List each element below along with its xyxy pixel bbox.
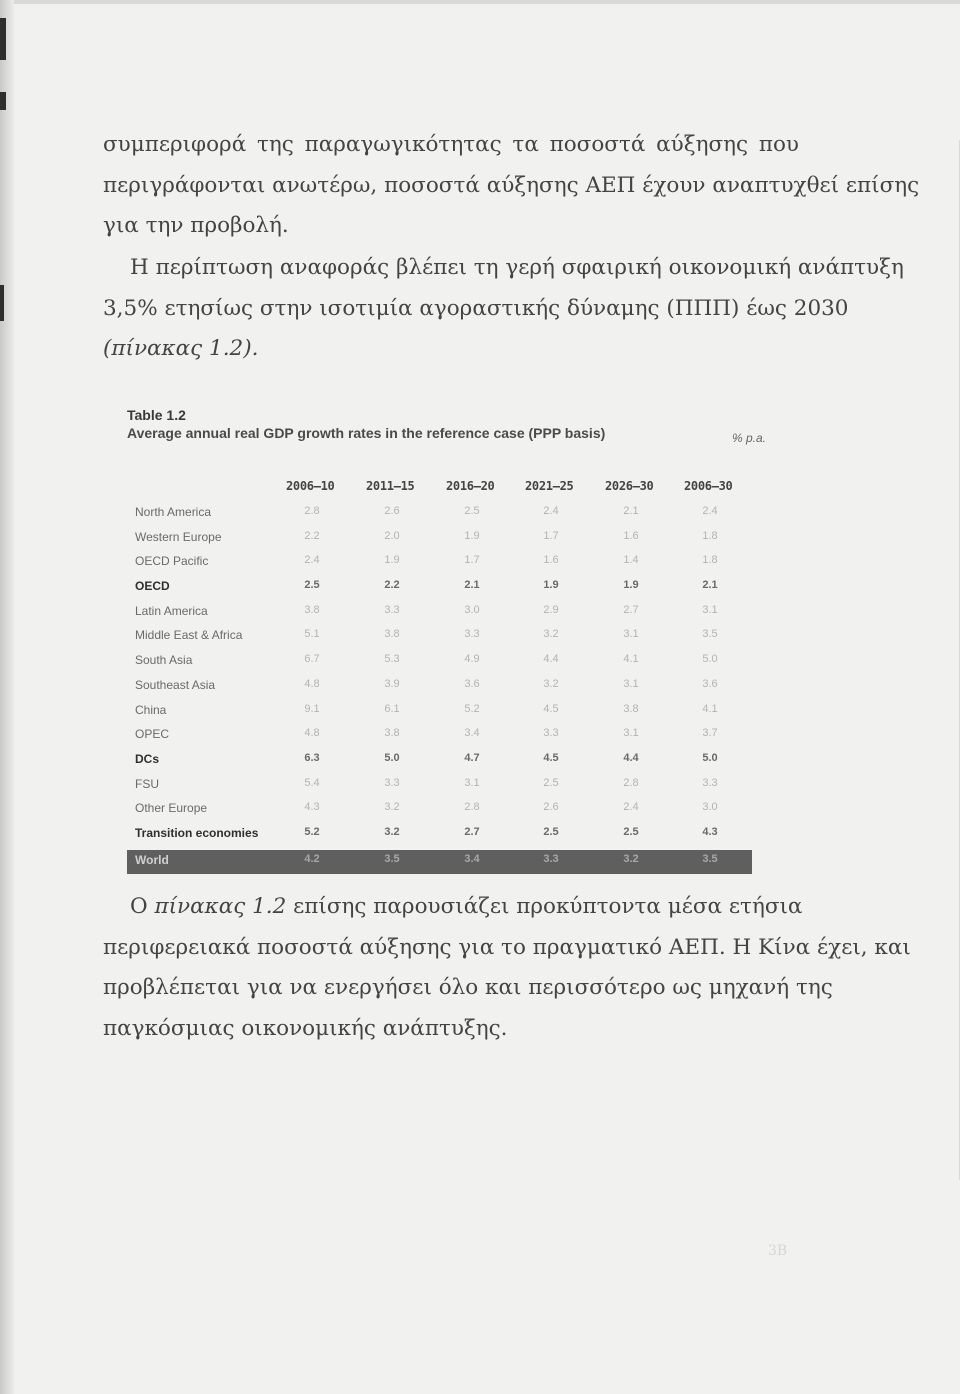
table-cell: 2.6 (543, 801, 559, 814)
column-header: 2011–15 (366, 479, 415, 493)
table-cell: 3.2 (623, 852, 639, 865)
table-row (127, 724, 752, 749)
table-cell: 3.8 (623, 702, 639, 715)
table-cell: 2.4 (623, 801, 639, 814)
paragraph-3-line-1-start: Ο (130, 894, 155, 919)
region-label: World (135, 852, 169, 867)
table-cell: 1.9 (543, 579, 559, 592)
table-cell: 1.9 (623, 579, 639, 592)
table-row (127, 576, 752, 601)
paragraph-3-line-1-end: επίσης παρουσιάζει προκύπτοντα μέσα ετήσια (286, 894, 803, 919)
table-cell: 2.8 (623, 776, 639, 789)
binding-mark-middle (0, 92, 6, 110)
table-cell: 3.7 (702, 727, 718, 740)
paragraph-1 (103, 125, 920, 247)
paragraph-3 (103, 887, 911, 1049)
table-cell: 3.0 (702, 801, 718, 814)
binding-mark-lower (0, 285, 4, 321)
table-cell: 6.7 (304, 653, 320, 666)
region-label: Southeast Asia (135, 677, 216, 692)
table-cell: 3.3 (384, 776, 400, 789)
table-cell: 3.1 (702, 603, 718, 616)
table-cell: 5.2 (464, 702, 480, 715)
table-cell: 4.5 (543, 702, 559, 715)
table-row (127, 850, 752, 874)
paragraph-2-line-1 (103, 248, 904, 289)
table-reference: (πίνακας 1.2). (103, 336, 259, 361)
region-label: China (135, 702, 167, 717)
table-cell: 3.8 (304, 603, 320, 616)
table-cell: 2.5 (304, 579, 320, 592)
table-cell: 1.7 (543, 529, 559, 542)
table-cell: 2.5 (464, 505, 480, 517)
region-label: Middle East & Africa (135, 628, 243, 643)
region-label: OECD (135, 579, 170, 594)
table-cell: 4.9 (464, 653, 480, 666)
scan-left-edge (0, 0, 14, 1394)
table-reference: πίνακας 1.2 (154, 894, 287, 919)
table-cell: 1.6 (623, 529, 639, 542)
table-cell: 2.5 (623, 825, 639, 838)
table-title: Average annual real GDP growth rates in the reference case (PPP basis) (127, 425, 606, 441)
paragraph-2 (103, 248, 904, 370)
table-cell: 1.9 (384, 554, 400, 567)
table-cell: 1.4 (623, 554, 639, 567)
table-cell: 2.6 (384, 505, 400, 517)
region-label: North America (135, 505, 212, 519)
table-cell: 2.7 (623, 603, 639, 616)
table-cell: 3.1 (464, 776, 480, 789)
table-header-row (127, 479, 752, 497)
table-cell: 9.1 (304, 702, 320, 715)
table-row (127, 700, 752, 725)
table-cell: 3.8 (384, 727, 400, 740)
table-cell: 5.0 (384, 751, 400, 764)
table-cell: 3.2 (543, 628, 559, 641)
paragraph-3-line-3: προβλέπεται για να ενεργήσει όλο και περισσότερο ως μηχανή της (103, 975, 833, 1000)
paragraph-1-line-3: για την προβολή. (103, 213, 289, 238)
table-cell: 2.1 (464, 579, 480, 592)
paragraph-2-line-3 (103, 329, 799, 370)
table-cell: 5.0 (702, 751, 718, 764)
column-header: 2026–30 (605, 479, 654, 493)
table-cell: 3.9 (384, 677, 400, 690)
paragraph-3-line-1 (103, 887, 803, 928)
table-label: Table 1.2 (127, 407, 186, 423)
table-cell: 3.2 (384, 801, 400, 814)
region-label: OPEC (135, 727, 170, 742)
table-cell: 3.3 (384, 603, 400, 616)
table-cell: 3.6 (464, 677, 480, 690)
table-row (127, 774, 752, 799)
table-cell: 5.3 (384, 653, 400, 666)
region-label: OECD Pacific (135, 554, 209, 569)
table-cell: 4.5 (543, 751, 559, 764)
column-header: 2006–30 (684, 479, 733, 493)
table-cell: 4.7 (464, 751, 480, 764)
table-cell: 3.6 (702, 677, 718, 690)
table-cell: 3.1 (623, 677, 639, 690)
table-cell: 4.2 (304, 852, 320, 865)
table-cell: 3.2 (543, 677, 559, 690)
table-cell: 2.9 (543, 603, 559, 616)
table-cell: 1.7 (464, 554, 480, 567)
table-cell: 5.2 (304, 825, 320, 838)
table-cell: 6.3 (304, 751, 320, 764)
paragraph-2-line-2: 3,5% ετησίως στην ισοτιμία αγοραστικής δύναμης (ΠΠΠ) έως 2030 (103, 295, 849, 321)
paragraph-3-line-2: περιφερειακά ποσοστά αύξησης για το πραγματικό ΑΕΠ. Η Κίνα έχει, και (103, 934, 911, 960)
table-cell: 1.6 (543, 554, 559, 567)
table-cell: 4.8 (304, 727, 320, 740)
table-cell: 2.8 (464, 801, 480, 814)
table-cell: 3.8 (384, 628, 400, 641)
page-number: 3Β (768, 1243, 788, 1259)
table-cell: 3.2 (384, 825, 400, 838)
binding-mark-top (0, 18, 6, 60)
gdp-growth-table (127, 407, 766, 867)
table-cell: 3.4 (464, 727, 480, 740)
region-label: Latin America (135, 603, 208, 618)
table-cell: 2.5 (543, 825, 559, 838)
column-header: 2006–10 (286, 479, 335, 493)
table-cell: 4.3 (702, 825, 718, 838)
table-row (127, 650, 752, 675)
region-label: DCs (135, 751, 160, 766)
table-cell: 4.4 (543, 653, 559, 666)
table-cell: 5.1 (304, 628, 320, 641)
table-cell: 3.5 (702, 628, 718, 641)
table-cell: 3.4 (464, 852, 480, 865)
table-row (127, 675, 752, 700)
paragraph-1-line-2: περιγράφονται ανωτέρω, ποσοστά αύξησης ΑΕΠ έχουν αναπτυχθεί επίσης (103, 172, 920, 198)
table-cell: 1.9 (464, 529, 480, 542)
region-label: Western Europe (135, 529, 222, 544)
table-cell: 4.1 (623, 653, 639, 666)
table-cell: 6.1 (384, 702, 400, 715)
table-row (127, 527, 752, 552)
table-cell: 3.3 (543, 727, 559, 740)
paragraph-2-line-1-text: Η περίπτωση αναφοράς βλέπει τη γερή σφαιρική οικονομική ανάπτυξη (130, 255, 904, 280)
column-header: 2021–25 (525, 479, 574, 493)
table-cell: 2.4 (543, 505, 559, 517)
table-cell: 2.7 (464, 825, 480, 838)
table-cell: 1.8 (702, 554, 718, 567)
table-cell: 4.8 (304, 677, 320, 690)
scan-top-edge (0, 0, 960, 4)
table-cell: 3.1 (623, 628, 639, 641)
table-cell: 2.0 (384, 529, 400, 542)
table-row (127, 823, 752, 848)
paragraph-3-line-4: παγκόσμιας οικονομικής ανάπτυξης. (103, 1015, 508, 1041)
region-label: FSU (135, 776, 159, 791)
table-cell: 2.4 (304, 554, 320, 567)
table-cell: 2.1 (702, 579, 718, 592)
table-cell: 3.3 (464, 628, 480, 641)
table-row (127, 551, 752, 576)
table-cell: 3.3 (543, 852, 559, 865)
table-row (127, 625, 752, 650)
table-cell: 4.4 (623, 751, 639, 764)
table-cell: 4.3 (304, 801, 320, 814)
column-header: 2016–20 (446, 479, 495, 493)
table-cell: 2.1 (623, 505, 639, 517)
table-row (127, 749, 752, 774)
table-row (127, 502, 752, 527)
table-cell: 3.3 (702, 776, 718, 789)
table-cell: 5.0 (702, 653, 718, 666)
region-label: Other Europe (135, 801, 208, 816)
table-unit: % p.a. (731, 431, 766, 445)
region-label: South Asia (135, 653, 193, 668)
table-cell: 2.2 (304, 529, 320, 542)
paragraph-1-line-1: συμπεριφορά της παραγωγικότητας τα ποσοστά αύξησης που (103, 132, 799, 157)
table-row (127, 601, 752, 626)
table-cell: 4.1 (702, 702, 718, 715)
table-cell: 2.2 (384, 579, 400, 592)
table-cell: 1.8 (702, 529, 718, 542)
table-cell: 5.4 (304, 776, 320, 789)
table-cell: 3.0 (464, 603, 480, 616)
table-cell: 3.5 (702, 852, 718, 865)
table-cell: 2.8 (304, 505, 320, 517)
table-cell: 3.5 (384, 852, 400, 865)
table-cell: 2.5 (543, 776, 559, 789)
table-cell: 2.4 (702, 505, 718, 517)
table-body (127, 502, 752, 874)
region-label: Transition economies (135, 825, 259, 840)
table-row (127, 798, 752, 823)
table-cell: 3.1 (623, 727, 639, 740)
